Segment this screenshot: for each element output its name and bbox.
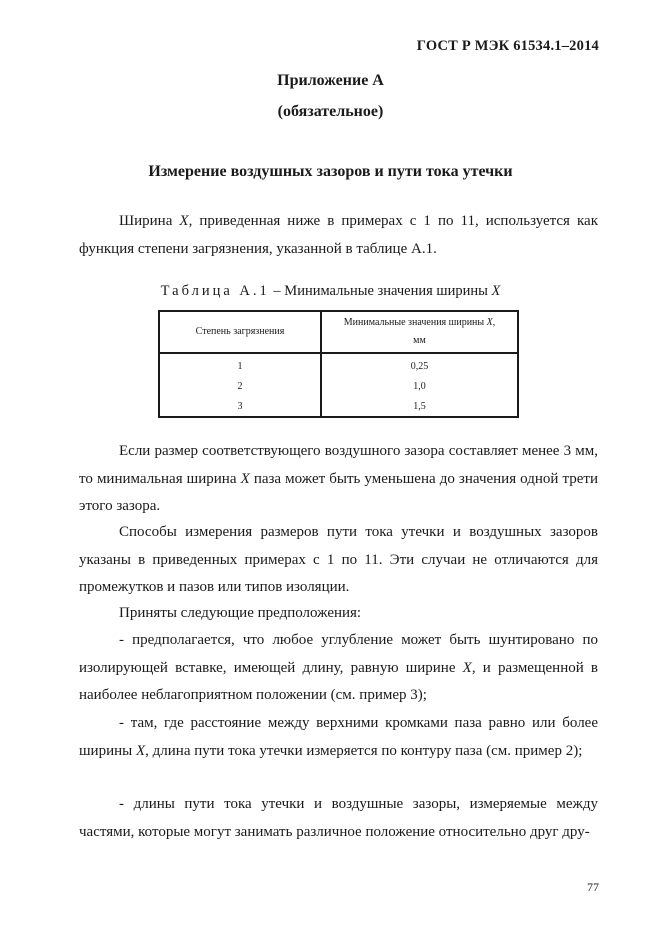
paragraph-reduced-width: Если размер соответствующего воздушного зазора составляет менее 3 мм, то минимальная ширина X паза может быть уменьшена до значения одной трети этого зазора. bbox=[79, 443, 598, 515]
assumption-item-2: - там, где расстояние между верхними кромками паза равно или более ширины X, длина пути тока утечки измеряется по контуру паза (см. пример 2); bbox=[79, 715, 598, 759]
table-cell-degree: 2 bbox=[237, 380, 243, 392]
standard-designation: ГОСТ Р МЭК 61534.1–2014 bbox=[416, 38, 599, 54]
table-cell-width: 0,25 bbox=[410, 360, 429, 372]
table-cell-width: 1,5 bbox=[413, 400, 426, 412]
appendix-title: Приложение А bbox=[277, 72, 384, 89]
assumption-item-3: - длины пути тока утечки и воздушные зазоры, измеряемые между частями, которые могут занимать различное положение относительно друг дру- bbox=[79, 796, 598, 840]
table-degree-column bbox=[159, 353, 321, 417]
table-cell-degree: 3 bbox=[237, 400, 243, 412]
intro-paragraph: Ширина X, приведенная ниже в примерах с 1 по 11, используется как функция степени загрязнения, указанной в таблице А.1. bbox=[79, 213, 598, 257]
assumption-item-1: - предполагается, что любое углубление может быть шунтировано по изолирующей вставке, имеющей длину, равную ширине X, и размещенной в наиболее неблагоприятном положении (см. пример 3); bbox=[79, 632, 599, 704]
table-body-row bbox=[159, 353, 518, 417]
section-title: Измерение воздушных зазоров и пути тока утечки bbox=[148, 163, 513, 180]
table-header-pollution-degree: Степень загрязнения bbox=[159, 311, 321, 353]
paragraph-measurement-methods: Способы измерения размеров пути тока утечки и воздушных зазоров указаны в приведенных примерах с 1 по 11. Эти случаи не отличаются для промежутков и пазов или типов изоляции. bbox=[79, 524, 598, 596]
page-number: 77 bbox=[587, 880, 599, 894]
table-width-column bbox=[321, 353, 518, 417]
appendix-status: (обязательное) bbox=[277, 103, 384, 120]
table-header-row bbox=[159, 311, 518, 353]
paragraph-assumptions-intro: Приняты следующие предположения: bbox=[119, 605, 362, 621]
table-cell-width: 1,0 bbox=[413, 380, 426, 392]
table-header-min-width: Минимальные значения ширины X, мм bbox=[321, 311, 518, 353]
pollution-degree-table bbox=[158, 310, 519, 418]
table-caption: Таблица А.1 – Минимальные значения ширины X bbox=[160, 283, 501, 299]
table-cell-degree: 1 bbox=[237, 360, 243, 372]
